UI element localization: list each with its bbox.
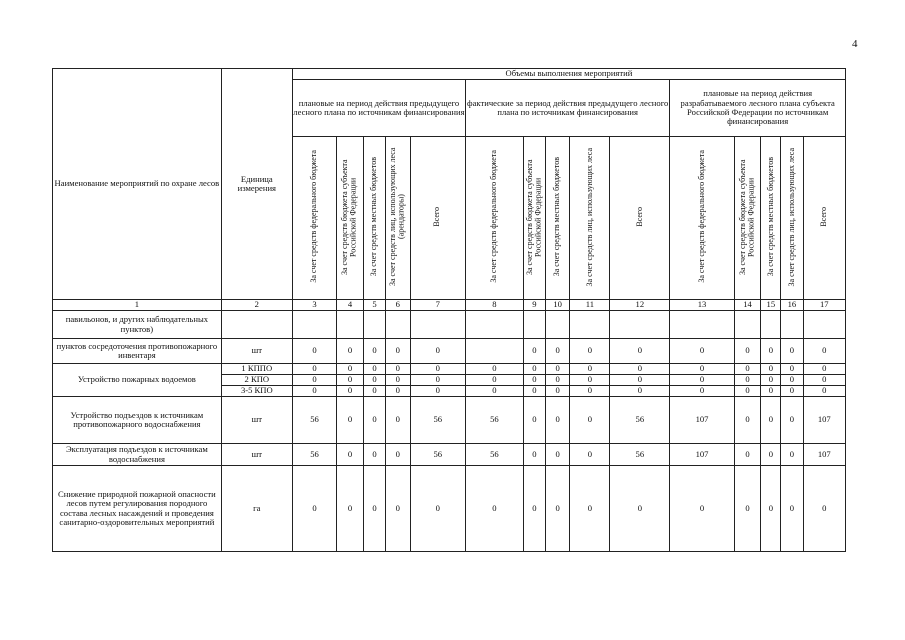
cell: 0 [410,375,466,386]
header-sub-label: За счет средств лиц, использующих леса [786,147,796,287]
cell: 0 [523,397,545,444]
header-sub-cell [570,137,610,300]
cell: 0 [545,364,569,375]
cell: 0 [781,364,803,375]
header-volumes: Объемы выполнения мероприятий [292,69,845,80]
cell: 0 [803,386,845,397]
header-sub-cell [410,137,466,300]
row-name: павильонов, и других наблюдательных пунктов) [53,311,222,339]
cell: 0 [761,364,781,375]
cell: 0 [523,364,545,375]
col-number: 4 [337,300,364,311]
cell: 0 [570,397,610,444]
header-group-planned-new: плановые на период действия разрабатываемого лесного плана субъекта Российской Федерации по источникам финансирования [670,80,846,137]
cell: 0 [545,375,569,386]
cell: 0 [570,386,610,397]
cell: 0 [781,386,803,397]
forest-protection-table [52,68,846,552]
cell: 0 [610,466,670,552]
row-unit: шт [221,339,292,364]
cell: 56 [410,444,466,466]
cell: 0 [386,375,410,386]
table-row [53,311,846,339]
page-number: 4 [852,38,858,50]
cell: 0 [803,339,845,364]
cell: 0 [386,339,410,364]
header-sub-cell [545,137,569,300]
cell: 0 [670,364,734,375]
cell: 0 [337,364,364,375]
cell [670,311,734,339]
cell: 0 [610,364,670,375]
cell: 0 [363,339,385,364]
cell: 0 [466,386,524,397]
cell: 0 [337,444,364,466]
cell: 0 [523,444,545,466]
header-sub-label: За счет средств бюджета субъекта Российской Федерации [524,159,543,275]
cell: 0 [545,444,569,466]
col-number: 8 [466,300,524,311]
cell: 0 [363,364,385,375]
cell [761,311,781,339]
cell: 0 [363,466,385,552]
header-sub-label: За счет средств федерального бюджета [309,150,319,284]
cell [570,311,610,339]
cell: 0 [761,375,781,386]
row-unit: 3-5 КПО [221,386,292,397]
cell: 0 [466,375,524,386]
cell: 0 [734,375,761,386]
cell: 107 [670,444,734,466]
cell: 0 [386,466,410,552]
col-number: 14 [734,300,761,311]
header-sub-label: Всего [818,206,828,227]
cell: 0 [337,375,364,386]
cell: 0 [545,339,569,364]
header-sub-cell [670,137,734,300]
col-number: 17 [803,300,845,311]
cell: 0 [803,466,845,552]
cell: 0 [570,466,610,552]
cell: 0 [410,386,466,397]
cell: 0 [570,339,610,364]
header-sub-label: За счет средств лиц, использующих леса [584,147,594,287]
col-number: 2 [221,300,292,311]
cell: 0 [570,375,610,386]
header-sub-cell [466,137,524,300]
cell: 0 [410,466,466,552]
cell: 0 [337,386,364,397]
cell: 0 [523,386,545,397]
header-sub-label: За счет средств бюджета субъекта Российской Федерации [340,159,359,275]
cell: 0 [734,364,761,375]
col-number: 1 [53,300,222,311]
row-unit: 1 КППО [221,364,292,375]
cell: 0 [363,444,385,466]
cell: 0 [670,339,734,364]
col-number: 13 [670,300,734,311]
row-unit: 2 КПО [221,375,292,386]
header-unit: Единица измерения [221,69,292,300]
cell: 0 [386,364,410,375]
header-group-planned-previous: плановые на период действия предыдущего лесного плана по источникам финансирования [292,80,465,137]
col-number: 3 [292,300,336,311]
cell: 0 [386,397,410,444]
cell: 0 [545,397,569,444]
header-sub-label: За счет средств бюджета субъекта Российской Федерации [737,159,756,275]
cell [410,311,466,339]
header-sub-cell [386,137,410,300]
col-number: 5 [363,300,385,311]
cell: 0 [410,339,466,364]
cell: 0 [523,375,545,386]
header-measure-name: Наименование мероприятий по охране лесов [53,69,222,300]
cell: 0 [523,339,545,364]
cell: 0 [734,397,761,444]
cell: 0 [803,375,845,386]
col-number: 12 [610,300,670,311]
header-group-actual-previous: фактические за период действия предыдущего лесного плана по источникам финансирования [466,80,670,137]
cell: 107 [803,444,845,466]
cell [363,311,385,339]
header-sub-label: За счет средств местных бюджетов [552,157,562,277]
header-sub-cell [363,137,385,300]
cell: 0 [761,466,781,552]
cell: 0 [670,375,734,386]
row-unit [221,311,292,339]
cell: 0 [610,339,670,364]
cell: 0 [363,397,385,444]
cell: 0 [292,339,336,364]
cell: 0 [610,386,670,397]
cell [466,339,524,364]
header-sub-cell [337,137,364,300]
cell: 0 [337,397,364,444]
cell: 56 [292,444,336,466]
cell: 0 [337,466,364,552]
cell: 0 [761,397,781,444]
cell: 0 [761,444,781,466]
cell: 0 [761,386,781,397]
col-number: 10 [545,300,569,311]
header-sub-label: За счет средств федерального бюджета [696,150,706,284]
cell: 0 [363,375,385,386]
cell: 0 [386,386,410,397]
cell: 0 [363,386,385,397]
cell: 0 [670,386,734,397]
cell [292,311,336,339]
table-row [53,364,846,375]
col-number: 9 [523,300,545,311]
cell: 0 [410,364,466,375]
cell: 0 [610,375,670,386]
header-sub-label: За счет средств лиц, использующих леса (арендаторы) [388,147,406,287]
cell: 0 [292,386,336,397]
cell: 0 [386,444,410,466]
cell: 0 [466,466,524,552]
table-row [53,466,846,552]
cell: 0 [781,375,803,386]
header-sub-label: За счет средств федерального бюджета [489,150,499,284]
header-sub-cell [781,137,803,300]
header-sub-cell [292,137,336,300]
cell: 107 [803,397,845,444]
cell [337,311,364,339]
cell: 0 [734,444,761,466]
cell: 0 [781,444,803,466]
cell: 0 [292,364,336,375]
cell: 0 [734,386,761,397]
cell [734,311,761,339]
cell: 0 [523,466,545,552]
cell [386,311,410,339]
cell: 0 [545,466,569,552]
row-unit: шт [221,397,292,444]
cell [523,311,545,339]
table-row [53,339,846,364]
col-number: 16 [781,300,803,311]
header-sub-label: Всего [432,206,442,227]
cell: 56 [610,444,670,466]
cell: 0 [734,466,761,552]
cell: 0 [570,444,610,466]
cell: 0 [781,397,803,444]
cell: 0 [670,466,734,552]
cell [781,311,803,339]
cell: 0 [337,339,364,364]
cell: 56 [410,397,466,444]
column-number-row [53,300,846,311]
cell: 0 [761,339,781,364]
header-sub-label: За счет средств местных бюджетов [765,157,775,277]
row-name: Устройство подъездов к источникам противопожарного водоснабжения [53,397,222,444]
header-sub-label: Всего [634,206,644,227]
row-name: Эксплуатация подъездов к источникам водоснабжения [53,444,222,466]
cell: 56 [610,397,670,444]
cell: 56 [466,397,524,444]
cell [466,311,524,339]
header-sub-cell [734,137,761,300]
cell: 0 [292,466,336,552]
cell [545,311,569,339]
header-sub-cell [803,137,845,300]
cell: 107 [670,397,734,444]
row-name: Устройство пожарных водоемов [53,364,222,397]
header-sub-label: За счет средств местных бюджетов [369,157,379,277]
col-number: 6 [386,300,410,311]
table-row [53,444,846,466]
row-name: пунктов сосредоточения противопожарного инвентаря [53,339,222,364]
cell: 0 [734,339,761,364]
cell: 0 [803,364,845,375]
cell: 0 [292,375,336,386]
cell: 0 [545,386,569,397]
header-sub-cell [523,137,545,300]
col-number: 15 [761,300,781,311]
header-sub-cell [761,137,781,300]
cell: 56 [292,397,336,444]
header-sub-cell [610,137,670,300]
cell [803,311,845,339]
cell: 0 [781,339,803,364]
cell: 56 [466,444,524,466]
table-row [53,397,846,444]
row-unit: га [221,466,292,552]
cell: 0 [570,364,610,375]
row-unit: шт [221,444,292,466]
row-name: Снижение природной пожарной опасности лесов путем регулирования породного состава лесных насаждений и проведения санитарно-оздоровительных мероприятий [53,466,222,552]
cell: 0 [466,364,524,375]
cell: 0 [781,466,803,552]
cell [610,311,670,339]
col-number: 11 [570,300,610,311]
col-number: 7 [410,300,466,311]
